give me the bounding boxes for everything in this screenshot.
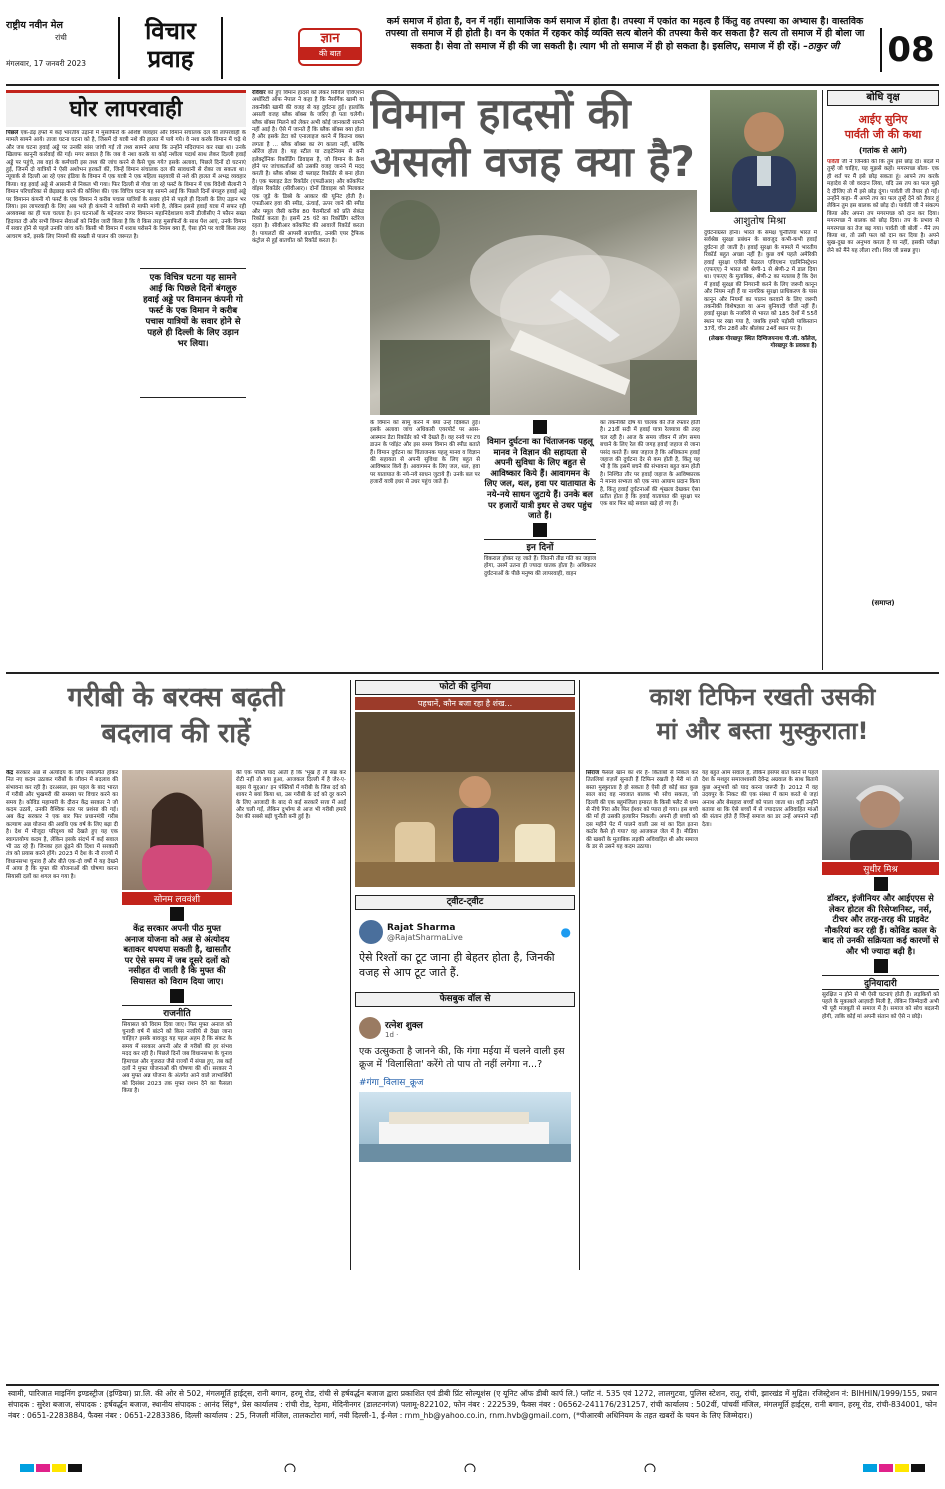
knowledge-badge xyxy=(298,28,362,66)
section-title-line1: विचार xyxy=(145,17,196,45)
lead-col2 xyxy=(370,420,480,670)
footer-rule xyxy=(6,1384,939,1386)
lead-title-line2: असली वजह क्या है? xyxy=(370,137,695,186)
tweet-card xyxy=(355,916,575,984)
fb-head: फेसबुक वॉल से xyxy=(355,992,575,1007)
poverty-sub-head: राजनीति xyxy=(122,1005,232,1020)
person-silhouette xyxy=(122,770,232,890)
fb-author xyxy=(359,1017,571,1039)
tiffin-title-line2: मां और बस्ता मुस्कुराता! xyxy=(656,717,869,745)
tiffin-col1 xyxy=(586,770,698,1270)
photo-world xyxy=(350,680,580,1270)
bodh-subtitle: (गतांक से आगे) xyxy=(858,146,908,155)
tiffin-pull-quote: डॉक्टर, इंजीनियर और आईएएस से लेकर होटल की रिसेप्शनिस्ट, नर्स, टीचर और तरह-तरह की प्राइवेट नौकरियां कर रही हैं। कोविड काल के बाद तो उनकी सक्रियता कई कारणों से और भी ज्यादा बढ़ी है। xyxy=(822,893,939,956)
lead-col1 xyxy=(252,90,364,670)
poverty-col2-top xyxy=(236,770,346,1270)
fb-card xyxy=(355,1013,575,1166)
poverty-body2: की एक पंक्ति याद आती है कि 'भूख है तो सब्र कर रोटी नहीं तो क्या हुआ, आजकल दिल्ली में है जेर-ए-बहस ये मुद्दआ।' इन पंक्तियों में गरीबी के जिस दर्द को शायर ने बयां किया था, उस गरीबी के दर्द को दूर करने के लिए आजादी के बाद से कई सरकारें सत्ता में आईं और चली गईं, लेकिन दुर्भाग्य से आज भी गरीबी हमारे देश की सबसे बड़ी चुनौती बनी हुई है। xyxy=(236,770,346,821)
imprint: स्वामी, पारिजात माइनिंग इण्डस्ट्रीज (इण्डिया) प्रा.लि. की ओर से 502, मंगलमूर्ति हाईट्स, रानी बगान, हरमू रोड, रांची से हर्षवर्द्धन बजाज द्वारा प्रकाशित एवं डीबी प्रिंट सोल्यूशंस (ए यूनिट ऑफ डीबी कार्प लि.) प्लॉट नं. 535 एवं 1272, लालगुटवा, पुलिस स्टेशन, रातू, रांची, झारखंड में मुद्रित। रजिस्ट्रेशन नं: BIHHIN/1999/155, प्रधान संपादक : सुरेश बजाज, संपादक : हर्षवर्द्धन बजाज, स्थानीय संपादक : आनंद सिंह*, प्रेस कार्यालय : रांची रोड, रेड़मा, मेदिनीनगर (डालटनगंज) पलामू-822102, फोन नंबर : 222539, फैक्स नंबर : 06562-241176/231257, रांची कार्यालय : 502वीं, पांचवीं मंजिल, मंगलमूर्ति हाईट्स, रानी बगान, हरमू रोड, रांची-834001, फोन नंबर : 0651-2283884, फैक्स नंबर : 0651-2283386, दिल्ली कार्यालय : 25, निजली मंजिल, तालकटोरा मार्ग, नयी दिल्ली-1, ई-मेल : rnm_hb@yahoo.co.in, rnm.hvb@gmail.com, (*पीआरबी अधिनियम के तहत खबरों के चयन के लिए जिम्मेदार।) xyxy=(8,1389,937,1420)
tiffin-author: सुधीर मिश्र xyxy=(822,862,939,875)
section-title xyxy=(118,17,223,79)
city: रांची xyxy=(55,33,67,42)
fb-meta: 1d · xyxy=(385,1030,399,1039)
poverty-title-line2: बदलाव की राहें xyxy=(101,718,251,749)
date: मंगलवार, 17 जनवरी 2023 xyxy=(6,59,87,68)
twitter-bird-icon: ● xyxy=(560,925,571,939)
bodh-column xyxy=(822,90,939,670)
lead-author-note: (लेखक गोरखपुर स्थित दिग्विजयनाथ पी.जी. कॉलेज, गोरखपुर के प्रवक्ता हैं) xyxy=(708,335,817,350)
badge-top: ज्ञान xyxy=(320,31,340,46)
poverty-center xyxy=(122,770,232,1270)
avatar xyxy=(359,920,383,944)
tiffin-body3: सुरक्षित न होने से भी ऐसी घटनाएं होती हैं। लड़कियों को पहले के मुकाबले आज़ादी मिली है, लेकिन जिम्मेदारी अभी भी पूरी मजबूती से समाज में है। समाज को सोच बदलनी होगी, ताकि कोई मां अपनी संतान को ऐसे न छोड़े। xyxy=(822,991,939,1020)
tweet-text: ऐसे रिश्तों का टूट जाना ही बेहतर होता है, जिनकी वजह से आप टूट जाते हैं. xyxy=(359,951,555,979)
poverty-author: सोनम लववंशी xyxy=(122,892,232,905)
quote-mark-icon xyxy=(874,877,888,891)
masthead xyxy=(0,0,945,88)
lead-pull-quote: विमान दुर्घटना का चिंताजनक पहलू मानव ने विज्ञान की सहायता से अपनी सुविधा के लिए बहुत से आविष्कार किये हैं। आवागमन के लिए जल, थल, हवा पर यातायात के नये-नये साधन जुटाये हैं। उनके बल पर हजारों यात्री इधर से उधर पहुंच जाते हैं। xyxy=(484,436,596,521)
tweet-head: ट्वीट-ट्वीट xyxy=(355,895,575,910)
tiffin-body: फैसल खान का शेर है- किताबों से निकल कर तितलियां ग़ज़लें सुनाती हैं टिफिन रखती है मेरी मां तो बस्ता मुस्कुराता है हो सकता है ऐसी ही कोई बात कुछ साल बाद वह नवजात बालक भी सोच सकता, जो दिल्ली की एक बहुमंजिला इमारत के किसी फ्लैट से धम्म से नीचे गिरा और फिर ईश्वर को प्यारा हो गया। इस बच्चे की माँ ही उसकी हत्यारिन निकली। अपनी ही बच्ची को दस महीने पेट में पालने वाली उस मां का दिल इतना कठोर कैसे हो गया? वह आजकल जेल में है। मीडिया की खबरों के मुताबिक लड़की अविवाहित थी और समाज के डर से उसने यह कदम उठाया। xyxy=(586,770,698,851)
poverty-col1 xyxy=(6,770,118,1270)
lead-lead-word: रविवार xyxy=(252,90,266,96)
poverty-lead-word: केंद्र xyxy=(6,770,14,776)
quote-mark-icon xyxy=(170,907,184,921)
quote-mark-icon xyxy=(533,420,547,434)
tiffin-body2: यह बहुत आम सवाल है, लेकिन इसपर बात करने से पहले देश के मशहूर समाजशास्त्री देवेन्द्र अग्रवाल के साथ बिताये कुछ अनुभवों को याद करना जरूरी है। 2012 में वह उदयपुर के निकट की एक संस्था में काम करते थे जहां अनाथ और बेसहारा बच्चों को पाला जाता था। वहीं उन्होंने बताया था कि ऐसे बच्चों में से ज्यादातर अविवाहित मांओं की संतान होते हैं जिन्हें समाज का डर उन्हें अपनाने नहीं देता। xyxy=(702,770,818,828)
bodh-text xyxy=(827,159,939,599)
lead-photo xyxy=(370,190,697,415)
tiffin-title-line1: काश टिफिन रखती उसकी xyxy=(649,683,876,711)
editorial-title: घोर लापरवाही xyxy=(6,90,246,127)
section-title-line2: प्रवाह xyxy=(147,45,194,73)
fb-tag: #गंगा_विलास_क्रूज xyxy=(359,1078,424,1088)
photo-world-image xyxy=(355,712,575,887)
page-number: 08 xyxy=(880,28,940,72)
tiffin-sub-head: दुनियादारी xyxy=(822,975,939,990)
editorial xyxy=(6,90,246,670)
photo-world-title: फोटो की दुनिया xyxy=(355,680,575,695)
bodh-box-title: बोधि वृक्ष xyxy=(827,90,939,106)
lead-article xyxy=(252,90,817,670)
fb-name: रत्नेश शुक्ल xyxy=(385,1020,423,1031)
poverty-body3: सियासत को विराम दिया जाए। फिर मुफ्त अनाज को चुनावी वर्ष में बांटने को किस नजरिये से देखा जाना चाहिए? इसके बावजूद यह पहल अहम है कि संकट के समय में सरकार अपनी ओर से गरीबों की हर संभव मदद कर रही है। पिछले दिनों जब विधानसभा के चुनाव हिमाचल और गुजरात जैसे राज्यों में संपन्न हुए, तब कई दलों ने मुफ्त योजनाओं की घोषणा की थी। सरकार ने अब मुफ्त अन्न योजना के अंतर्गत आने वाले लाभार्थियों को दिसंबर 2023 तक मुफ्त राशन देने का फैसला किया है। xyxy=(122,1021,232,1095)
lead-body3: का तकनीकी दोष या चालक की तेज रफ्तार होती है। 21वीं सदी में हवाई यात्रा रेलयात्रा की तरह चल रही है। आज के समय जीवन में लोग समय बचाने के लिए रेल की जगह हवाई जहाज से जाना पसंद करते हैं। क्या जहाज है कि अधिकतम हवाई जहाज की दुर्घटना देर से कम होती है, किंतु यह भी है कि इसमें बचने की संभावना बहुत कम होती है। निश्चित तौर पर हवाई जहाज के आविष्कारक ने मानव सभ्यता को एक नया आयाम प्रदान किया है, किंतु हवाई दुर्घटनाओं की शृंखला देखकर ऐसा प्रतीत होता है कि हवाई यातायात की सुरक्षा पर एक बार फिर बड़े सवाल खड़े हो गए हैं। xyxy=(600,420,700,508)
tweet-handle: @RajatSharmaLive xyxy=(387,932,463,942)
lead-body: को हुए विमान हादसे को लेकर सिविल एविएशन अथॉरिटी ऑफ नेपाल ने कहा है कि नैसर्गिक खामी या तकनीकी खामी की वजह से यह दुर्घटना हुई। हालांकि असली वजह ब्लैक बॉक्स के जरिए ही पता चलेगी। ब्लैक बॉक्स मिलने को लेकर अभी कोई जानकारी सामने नहीं आई है। ऐसे में जानते हैं कि ब्लैक बॉक्स क्या होता है और इसके डेटा को एनालाइज करने में कितना वक्त लगता है ... ब्लैक बॉक्स का रंग काला नहीं, बल्कि ऑरेंज होता है। यह स्टील या टाइटेनियम से बनी इलेक्ट्रॉनिक रिकॉर्डिंग डिवाइस है, जो विमान के क्रैश होने पर जांचकर्ताओं को उसकी वजह जानने में मदद करती है। ब्लैक बॉक्स दो फ्लाइट रिकॉर्डर से बना होता है। एक फ्लाइट डेटा रिकॉर्डर (एफडीआर) और कॉकपिट वॉइस रिकॉर्डर (सीवीआर)। दोनों डिवाइस को मिलाकर एक जुड़े के डिब्बे के आकार की यूनिट होती है। एफडीआर हवा की स्पीड, ऊंचाई, ऊपर जाने की स्पीड और फ्यूल जैसी करीब 80 पैरामीटर्स को प्रति सेकंड रिकॉर्ड करता है। इसमें 25 घंटे का रिकॉर्डिंग स्टोरेज रहता है। सीवीआर कॉकपिट की आवाजें रिकॉर्ड करता है। पायलटों की आपसी बातचीत, उनकी एयर ट्रैफिक कंट्रोल से हुई बातचीत को रिकॉर्ड करता है। xyxy=(252,90,364,245)
lead-author-name: आशुतोष मिश्रा xyxy=(733,216,786,227)
tweet-name: Rajat Sharma xyxy=(387,922,456,933)
quote-text: कर्म समाज में होता है, वन में नहीं। सामाजिक कर्म समाज में होता है। तपस्या में एकांत का महत्व है किंतु वह तपस्या का अभ्यास है। वास्तविक तपस्या तो समाज में ही होती है। वन के एकांत में रहकर कोई व्यक्ति सत्य बोलने की तपस्या कैसे कर सकता है? सत्य तो समाज में ही बोला जा सकता है। सेवा तो समाज में ही की जा सकती है। त्याग भी तो समाज में ही हो सकता है। इसलिए, समाज में ही रहें। xyxy=(385,16,865,52)
registration-bar xyxy=(20,1460,925,1472)
photo-world-caption: पहचानें, कौन बजा रहा है शंख... xyxy=(355,697,575,710)
tweet-author xyxy=(359,920,571,944)
poverty-author-photo xyxy=(122,770,232,890)
lead-col3 xyxy=(600,420,700,670)
editorial-text xyxy=(6,130,246,670)
quote-mark-close-icon xyxy=(533,523,547,537)
masthead-quote xyxy=(380,16,870,80)
quote-author: –ठाकुर जी xyxy=(803,40,840,52)
badge-bottom: की बात xyxy=(300,47,360,60)
bodh-body: जी ने जिनकी की कि तुम इसे छोड़ दो। बदले में तुम्हें जो चाहिए, यह मुझसे कहो। मगरमच्छ बोला- एक ही शर्त पर मैं इसे छोड़ सकता हूं। आपने तप करके महादेव से जो वरदान लिया, यदि उस तप का फल मुझे दे दीजिए तो मैं इसे छोड़ दूंगा। पार्वती जी तैयार हो गईं। उन्होंने कहा- मैं अपने तप का फल तुम्हें देने को तैयार हूं लेकिन तुम इस बालक को छोड़ दो। पार्वती जी ने संकल्प किया और अपना तप मगरमच्छ को दान कर दिया। मगरमच्छ ने बालक को छोड़ दिया। तप के प्रभाव से मगरमच्छ का तेज बढ़ गया। पार्वती जी बोलीं - मैंने तप किया था, तो उसी फल को दान कर दिया है। अपने सुख-दुख का अनुभव करता है या नहीं, इसकी परीक्षा लेने को मैंने यह लीला रची। शिव जी प्रसन्न हुए। xyxy=(827,159,939,254)
paper-name: राष्ट्रीय नवीन मेल xyxy=(6,20,63,31)
fb-text: एक उत्सुकता है जानने की, कि गंगा मईया में चलने वाली इस क्रूज में 'विलासिता' करेंगे तो पाप तो नहीं लगेगा न...? xyxy=(359,1046,565,1070)
avatar xyxy=(359,1017,381,1039)
lead-body2: के विमान को सामू करने में क्या उन्हें दिक्कत हुई। इसके अलावा जांच अधिकारी एयरपोर्ट पर आस-आस्मान डेटा रिकॉर्डर को भी देखते हैं। वह रनवे पर टच डाउन के प्वॉइंट और इस समय विमान की स्पीड बताते हैं। विमान दुर्घटना का चिंताजनक पहलू मानव व विज्ञान की सहायता से अपनी सुविधा के लिए बहुत से आविष्कार किये हैं। आवागमन के लिए जल, थल, हवा पर यातायात के नये-नये साधन जुटाये हैं। उनके बल पर हजारों यात्री इधर से उधर पहुंच जाते हैं। xyxy=(370,420,480,486)
bodh-end: (समाप्त) xyxy=(871,599,895,607)
tiffin-right xyxy=(822,770,939,1270)
color-registration-marks xyxy=(20,1463,925,1472)
lead-body4: दुर्घटनाग्रस्त होना। भारत के समक्ष चुनौतियां भारत में सर्वश्रेष्ठ सुरक्षा प्रबंधन के बावजूद कभी-कभी हवाई दुर्घटना हो जाती है। हवाई सुरक्षा के मामले में भारतीय रिकॉर्ड बहुत अच्छा नहीं है। कुछ वर्ष पहले अमेरिकी हवाई सुरक्षा एजेंसी फेडरल एविएशन एडमिनिस्ट्रेशन (एफएए) ने भारत को श्रेणी-1 से श्रेणी-2 में डाल दिया था। एफएए के मुताबिक, श्रेणी-2 का मतलब है कि देश में हवाई सुरक्षा की निगरानी करने के लिए जरूरी कानून और नियम नहीं हैं या नागरिक सुरक्षा प्राधिकरण के पास कानून और नियमों का पालन करवाने के लिए जरूरी तकनीकी विशेषज्ञता या अन्य बुनियादी चीजें नहीं हैं। हवाई सुरक्षा के नजरिये से भारत को 185 देशों में 55वें स्थान पर रखा गया है, जबकि हमारे पड़ोसी पाकिस्तान 37वें, चीन 28वें और श्रीलंका 24वें स्थान पर है। xyxy=(704,230,817,333)
lead-headline xyxy=(370,90,695,186)
editorial-body: एक-डेढ़ हफ्ते में कई भारतीय उड़ानों में मुसाफिरों के अशिष्ट व्यवहार और विमान संचालक दल की लापरवाही के मामले सामने आये। ताजा घटना घटना को है, जिसमें दो यात्री नशे की हालत में पाये गये। वे नशा करके विमान में चढ़े थे और जब घटना हवाई अड्डे पर उनकी सांस जांची गई तो तथ्य सामने आया कि उन्होंने मदिरापान कर रखा था। उनके खिलाफ कानूनी कार्रवाई की गई। मगर सवाल है कि जब वे नशा करके या कोई नशीला पदार्थ साथ लेकर दिल्ली हवाई अड्डे पर पहुंचे, तब वहां के कर्मचारी इस तथ्य की जांच करने से कैसे चूक गये? इसके अलावा, पिछले दिनों दो घटनाएं हुई, जिनमें दो यात्रियों ने ऐसी अशोभन हरकतें कीं, जिन्हें विमान संचालक दल की सावधानी से रोका जा सकता था। न्यूयार्क से दिल्ली आ रहे एयर इंडिया के विमान में एक यात्री ने एक महिला सहयात्री से नशे की हालत में अभद्र व्यवहार किया। वह हवाई अड्डे से आसानी से निकल भी गया। फिर दिल्ली से गोवा जा रहे फर्स्ट के विमान में एक विदेशी सैलानी ने विमान परिचारिका से छेड़छाड़ करने की कोशिश की। एक विचित्र घटना यह सामने आई कि पिछले दिनों बंगलुरु हवाई अड्डे पर विमानन कंपनी गो फर्स्ट के एक विमान ने करीब पचास यात्रियों के सवार होने से पहले ही दिल्ली के लिए उड़ान भर लिया। इस लापरवाही के लिए अब भले ही कंपनी ने यात्रियों से माफी मांगी है, लेकिन इससे हवाई यात्रा में सफर रही अव्यवस्था का ही पता चलता है। इन घटनाओं के मद्देनजर नागर विमानन महानिदेशालय यानी डीजीसीए ने फौरन सख्त हिदायत दी और सभी विमान सेवाओं को निर्देश जारी किया है कि वे किस तरह मुसाफिरों के साथ पेश आएं, उनके विमान में सवार होने से पहले उनकी जांच करें। किसी भी विमान में शराब परोसने के नियम क्या हैं, ऐसा होने पर यात्री किस तरह आचरण करें, इसके लिए नियमों की सख्ती से पालन की जरूरत है। xyxy=(6,130,246,240)
lead-sub-body: विकराल होकर रह जाते हैं। जितनी तीव्र गति का जहाज होगा, उसमें उतना ही ज्यादा घातक होता है। अधिकतर दुर्घटनाओं के पीछे मनुष्य की लापरवाही, वाहन xyxy=(484,555,596,577)
cruise-image xyxy=(359,1092,571,1162)
poverty-article xyxy=(6,680,346,1270)
poverty-body: सरकार अन्न से अंत्योदय के लिए संकल्पित होकर नित नए कदम उठाकर गरीबों के जीवन में बदलाव की संभावना कर रही है। दरअसल, इस पहल के बाद भारत में गरीबी और भुखमरी की समस्या पर विचार करने का समय है। कोविड महामारी के दौरान केंद्र सरकार ने जो कदम उठाये, उनकी वैश्विक स्तर पर प्रशंसा की गई। अब केंद्र सरकार ने एक बार फिर प्रधानमंत्री गरीब कल्याण अन्न योजना की अवधि एक वर्ष के लिए बढ़ा दी है। देश में मौजूदा परिदृश्य को देखते हुए यह एक स्वागतयोग्य कदम है, लेकिन इसके संदर्भ में कई सवाल भी उठ रहे हैं। जिनका हल ढूंढ़ने की दिशा में सरकारी तंत्र को प्रयास करने होंगे। 2023 में देश के नौ राज्यों में विधानसभा चुनाव हैं और बीते एक-दो वर्षों में यह देखने में आया है कि मुफ्त की योजनाओं की घोषणा करना सियासी दलों का शगल बन गया है। xyxy=(6,770,118,880)
quote-mark-close-icon xyxy=(874,959,888,973)
paper-logo xyxy=(6,18,116,78)
tiffin-article xyxy=(586,680,939,1270)
tiffin-lead-word: सिराज xyxy=(586,770,600,776)
bodh-title-line1: आईए सुनिए xyxy=(858,113,908,126)
editorial-pull-quote: एक विचित्र घटना यह सामने आई कि पिछले दिनों बंगलुरु हवाई अड्डे पर विमानन कंपनी गो फर्स्ट के एक विमान ने करीब पचास यात्रियों के सवार होने से पहले ही दिल्ली के लिए उड़ान भर लिया। xyxy=(140,268,246,398)
lead-author-photo xyxy=(710,90,817,212)
tiffin-col2 xyxy=(702,770,818,1270)
lead-col4 xyxy=(704,230,817,670)
bodh-title-line2: पार्वती जी की कथा xyxy=(844,128,922,141)
poverty-pull-quote: केंद्र सरकार अपनी पीठ मुफ्त अनाज योजना को अन्न से अंत्योदय बताकर थपथपा सकती है, खासतौर पर ऐसे समय में जब दूसरे दलों को नसीहत दी जाती है कि मुफ्त की सियासत को विराम दिया जाए। xyxy=(123,923,231,986)
shankh-event-image xyxy=(355,712,575,887)
crash-scene-image xyxy=(370,190,697,415)
quote-mark-close-icon xyxy=(170,989,184,1003)
person-silhouette xyxy=(822,770,939,860)
mid-rule xyxy=(6,672,939,674)
poverty-title-line1: गरीबी के बरक्स बढ़ती xyxy=(67,682,285,713)
cruise-ship-image xyxy=(359,1092,571,1162)
lead-title-line1: विमान हादसों की xyxy=(370,90,631,138)
lead-pull-box xyxy=(484,420,596,670)
bodh-lead-word: पार्वती xyxy=(827,159,840,165)
lead-sub-head: इन दिनों xyxy=(484,539,596,554)
person-silhouette xyxy=(710,90,817,212)
editorial-lead-word: पिछले xyxy=(6,130,19,136)
tiffin-author-photo xyxy=(822,770,939,860)
masthead-rule xyxy=(6,84,939,86)
